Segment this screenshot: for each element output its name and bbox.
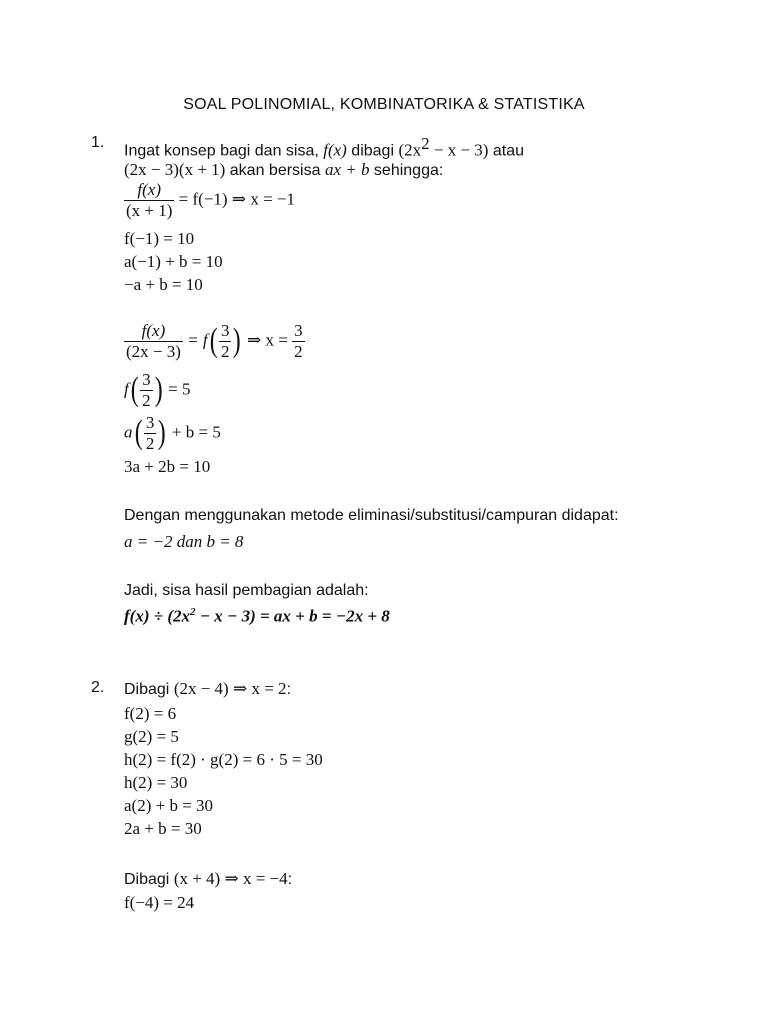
paren-close: ) xyxy=(158,414,166,452)
math: = f(−1) ⇒ x = −1 xyxy=(174,189,295,209)
math: (2x − 3)(x + 1) xyxy=(124,160,226,179)
math: (2x xyxy=(398,140,422,160)
fraction xyxy=(292,322,305,361)
fraction xyxy=(144,414,157,453)
paren-open: ( xyxy=(130,371,139,409)
fraction-numerator: 3 xyxy=(294,321,303,340)
text: Dibagi xyxy=(124,871,174,888)
q1-equation-8: 3a + 2b = 10 xyxy=(124,457,211,476)
text: Dibagi xyxy=(124,681,174,698)
question-number-1: 1. xyxy=(91,134,105,151)
fraction xyxy=(124,322,183,361)
q1-result: a = −2 dan b = 8 xyxy=(124,532,244,551)
paren-close: ) xyxy=(233,322,242,360)
q2-line: a(2) + b = 30 xyxy=(124,796,214,815)
q1-equation-7 xyxy=(124,414,221,453)
text: Ingat konsep bagi dan sisa, xyxy=(124,142,324,160)
q1-statement-line-2 xyxy=(124,160,443,180)
q2-line: h(2) = 30 xyxy=(124,773,188,792)
fraction-numerator: 3 xyxy=(220,321,230,340)
q1-equation-1 xyxy=(124,181,295,220)
fraction xyxy=(140,371,153,410)
q1-equation-4: −a + b = 10 xyxy=(124,275,203,294)
fraction-numerator: 3 xyxy=(142,370,151,389)
q2-line: h(2) = f(2) · g(2) = 6 · 5 = 30 xyxy=(124,750,323,769)
math: ax + b xyxy=(324,160,370,179)
math: f(x) xyxy=(323,140,347,160)
question-number-2: 2. xyxy=(91,679,105,696)
fraction-denominator: 2 xyxy=(294,341,303,361)
paren-open: ( xyxy=(134,414,143,452)
paren-close: ) xyxy=(154,371,163,409)
fraction-denominator: 2 xyxy=(145,433,155,453)
math: − x − 3) xyxy=(429,140,489,160)
math: = 5 xyxy=(163,379,191,399)
q1-conclusion-text: Jadi, sisa hasil pembagian adalah: xyxy=(124,582,369,599)
fraction xyxy=(219,322,232,361)
math: f xyxy=(124,379,129,399)
fraction-denominator: 2 xyxy=(142,390,151,410)
text: dibagi xyxy=(346,142,399,160)
fraction-denominator: 2 xyxy=(220,341,230,361)
q2-line: g(2) = 5 xyxy=(124,727,179,746)
q2-line: f(2) = 6 xyxy=(124,704,177,723)
q2-heading-1 xyxy=(124,679,291,699)
page-title: SOAL POLINOMIAL, KOMBINATORIKA & STATISTIKA xyxy=(183,96,585,113)
q2-heading-2 xyxy=(124,869,292,889)
q1-equation-5 xyxy=(124,322,305,361)
math: − x − 3) = ax + b = −2x + 8 xyxy=(195,606,390,626)
math: f(x) ÷ (2x xyxy=(124,606,190,626)
math-exponent: 2 xyxy=(189,606,196,618)
q1-equation-6 xyxy=(124,371,190,410)
math: + b = 5 xyxy=(167,422,221,442)
q1-equation-3: a(−1) + b = 10 xyxy=(124,252,223,271)
math: a xyxy=(124,422,133,442)
text: : xyxy=(286,681,292,698)
q1-final-answer xyxy=(124,606,390,627)
math: (x + 4) ⇒ x = −4 xyxy=(173,869,288,888)
q1-statement-line-1 xyxy=(124,134,524,160)
fraction-denominator: (2x − 3) xyxy=(126,341,181,361)
text: atau xyxy=(488,142,525,160)
math-exponent: 2 xyxy=(421,134,430,153)
q2-line: f(−4) = 24 xyxy=(124,893,195,912)
fraction-numerator: 3 xyxy=(145,413,155,432)
math: = f xyxy=(182,330,208,350)
text: akan bersisa xyxy=(225,162,325,179)
q2-line: 2a + b = 30 xyxy=(124,819,202,838)
q1-equation-2: f(−1) = 10 xyxy=(124,229,195,248)
math: ⇒ x = xyxy=(242,330,293,350)
text: sehingga: xyxy=(369,162,444,179)
fraction-numerator: f(x) xyxy=(124,322,183,342)
fraction-denominator: (x + 1) xyxy=(126,200,173,220)
paren-open: ( xyxy=(209,322,218,360)
fraction xyxy=(124,181,174,220)
math: (2x − 4) ⇒ x = 2 xyxy=(173,679,287,698)
fraction-numerator: f(x) xyxy=(124,181,174,201)
text: : xyxy=(287,871,293,888)
q1-method-text: Dengan menggunakan metode eliminasi/substitusi/campuran didapat: xyxy=(124,507,619,524)
